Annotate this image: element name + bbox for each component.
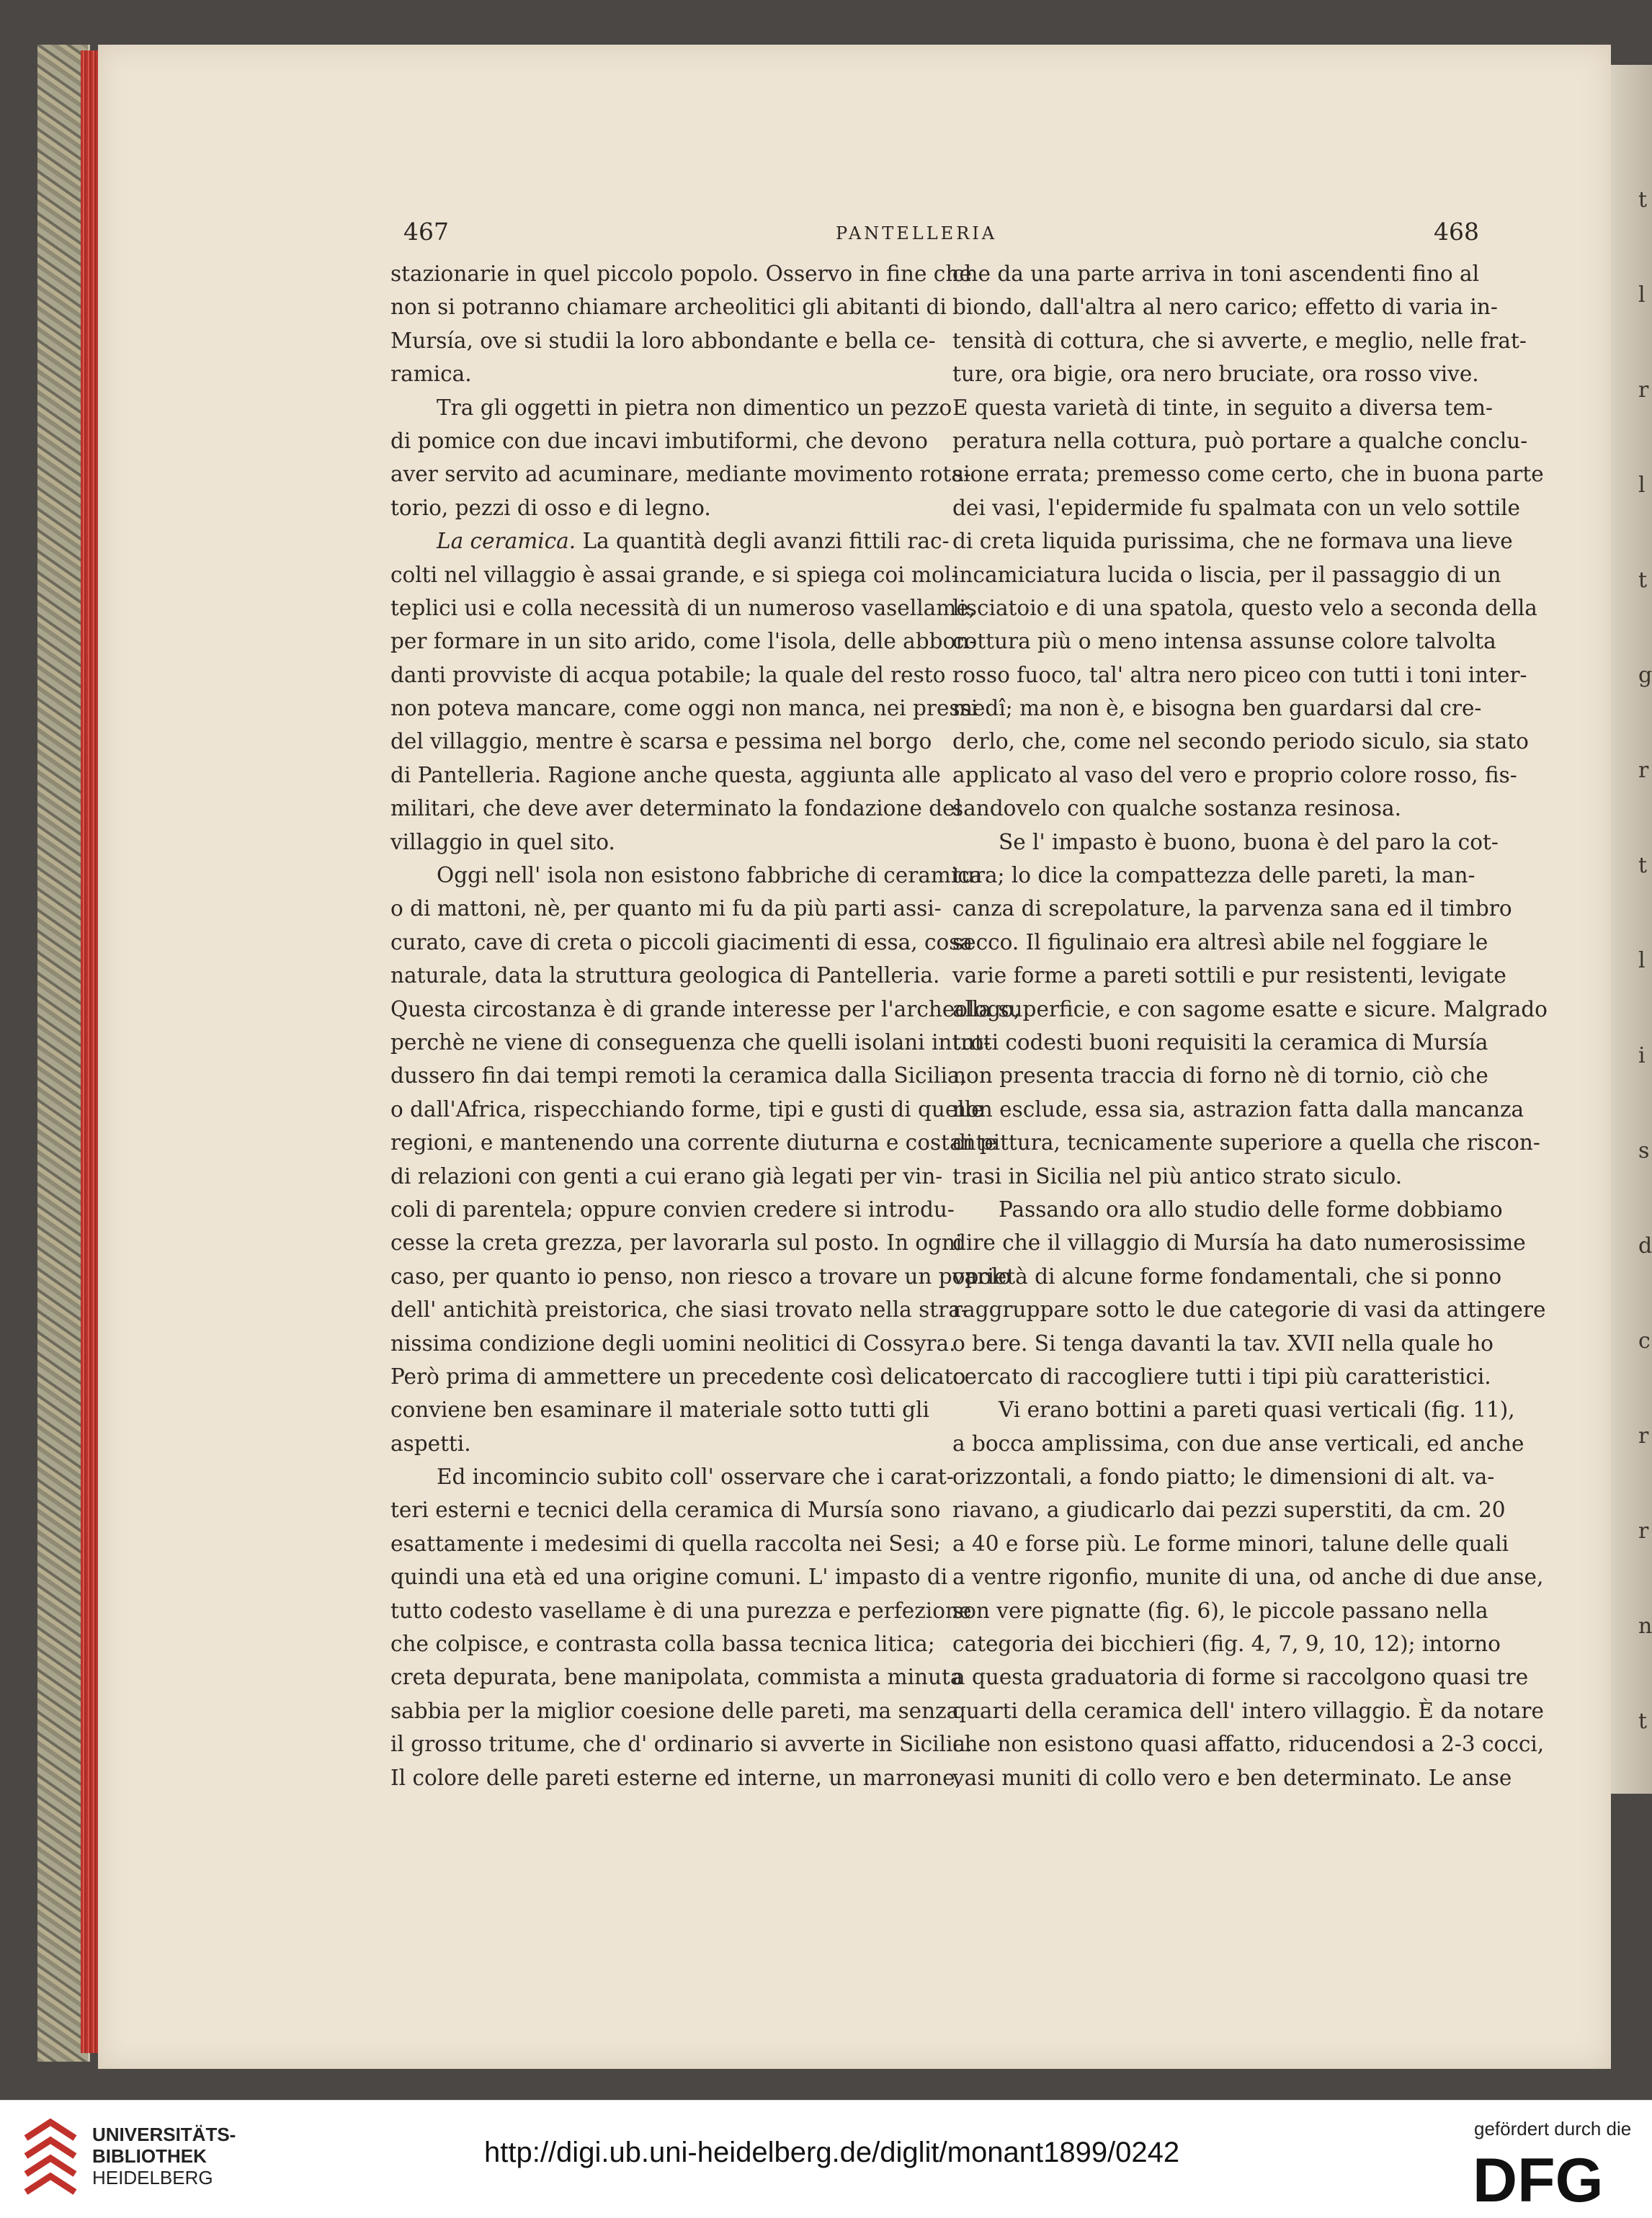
text-line: Tra gli oggetti in pietra non dimentico un pezzo xyxy=(437,395,952,420)
text-line: curato, cave di creta o piccoli giacimenti di essa, cosa xyxy=(390,929,973,954)
text-line: sandovelo con qualche sostanza resinosa. xyxy=(952,796,1401,821)
text-line: dussero fin dai tempi remoti la ceramica dalla Sicilia, xyxy=(390,1063,967,1088)
facing-page-glyph: l xyxy=(1638,948,1646,973)
text-line: aver servito ad acuminare, mediante movimento rota- xyxy=(390,462,971,487)
text-line: o bere. Si tenga davanti la tav. XVII nella quale ho xyxy=(952,1331,1494,1356)
text-column-right xyxy=(952,257,1548,1794)
text-line: regioni, e mantenendo una corrente diuturna e costante xyxy=(390,1130,997,1155)
running-title: PANTELLERIA xyxy=(836,223,998,243)
text-line: stazionarie in quel piccolo popolo. Osservo in fine che xyxy=(390,261,972,286)
text-line: peratura nella cottura, può portare a qualche conclu- xyxy=(952,428,1528,453)
text-line: per formare in un sito arido, come l'isola, delle abbon- xyxy=(390,629,977,654)
text-line: del villaggio, mentre è scarsa e pessima nel borgo xyxy=(390,729,932,754)
text-line: cercato di raccogliere tutti i tipi più caratteristici. xyxy=(952,1364,1491,1389)
text-line: o dall'Africa, rispecchiando forme, tipi e gusti di quelle xyxy=(390,1096,984,1122)
text-line: dire che il villaggio di Mursía ha dato numerosissime xyxy=(952,1230,1526,1256)
text-line: che non esistono quasi affatto, riducendosi a 2-3 cocci, xyxy=(952,1732,1545,1757)
text-line: raggruppare sotto le due categorie di vasi da attingere xyxy=(952,1297,1546,1323)
svg-text:DFG: DFG xyxy=(1473,2146,1604,2215)
text-line: di pittura, tecnicamente superiore a quella che riscon- xyxy=(952,1130,1540,1155)
text-line: Vi erano bottini a pareti quasi verticali (fig. 11), xyxy=(999,1398,1515,1423)
dfg-logo-icon xyxy=(1470,2146,1628,2215)
text-line: naturale, data la struttura geologica di Pantelleria. xyxy=(390,963,940,988)
text-line: categoria dei bicchieri (fig. 4, 7, 9, 10, 12); intorno xyxy=(952,1632,1501,1657)
text-line: teplici usi e colla necessità di un numeroso vasellame, xyxy=(390,595,976,620)
text-line: caso, per quanto io penso, non riesco a trovare un popolo xyxy=(390,1264,1012,1289)
text-line: incamiciatura lucida o liscia, per il passaggio di un xyxy=(952,562,1501,587)
text-line: a ventre rigonfio, munite di una, od anche di due anse, xyxy=(952,1565,1544,1590)
text-line: di creta liquida purissima, che ne formava una lieve xyxy=(952,529,1513,554)
text-line: non poteva mancare, come oggi non manca, nei pressi xyxy=(390,696,978,721)
facing-page-glyph: n xyxy=(1638,1614,1652,1639)
facing-page-glyph: l xyxy=(1638,282,1646,308)
text-line: tutti codesti buoni requisiti la ceramica di Mursía xyxy=(952,1029,1488,1055)
text-line: non si potranno chiamare archeolitici gli abitanti di xyxy=(390,295,947,320)
text-line: Ed incomincio subito coll' osservare che i carat- xyxy=(437,1464,954,1490)
text-line: coli di parentela; oppure convien credere si introdu- xyxy=(390,1197,955,1222)
text-line: canza di screpolature, la parvenza sana ed il timbro xyxy=(952,896,1512,921)
text-line: alla superficie, e con sagome esatte e sicure. Malgrado xyxy=(952,996,1548,1021)
text-line: che colpisce, e contrasta colla bassa tecnica litica; xyxy=(390,1632,935,1657)
facing-page-glyph: r xyxy=(1638,758,1649,783)
facing-page-glyph: t xyxy=(1638,568,1648,593)
text-line: Il colore delle pareti esterne ed interne, un marrone, xyxy=(390,1765,962,1790)
text-line: dell' antichità preistorica, che siasi trovato nella stra- xyxy=(390,1297,968,1323)
page-number-right: 468 xyxy=(1434,218,1479,246)
text-line: conviene ben esaminare il materiale sotto tutti gli xyxy=(390,1398,929,1423)
facing-page-glyph: s xyxy=(1638,1138,1650,1163)
text-line: aspetti. xyxy=(390,1431,471,1456)
facing-page-glyph: t xyxy=(1638,187,1648,213)
text-line: son vere pignatte (fig. 6), le piccole passano nella xyxy=(952,1598,1488,1623)
text-line: creta depurata, bene manipolata, commista a minuta xyxy=(390,1665,963,1690)
funded-by-label: gefördert durch die xyxy=(1474,2118,1632,2139)
text-line: medî; ma non è, e bisogna ben guardarsi dal cre- xyxy=(952,696,1482,721)
text-line: lisciatoio e di una spatola, questo velo a seconda della xyxy=(952,595,1537,620)
text-line: rosso fuoco, tal' altra nero piceo con tutti i toni inter- xyxy=(952,662,1527,687)
text-line: cesse la creta grezza, per lavorarla sul posto. In ogni xyxy=(390,1230,963,1256)
facing-page-glyph: r xyxy=(1638,377,1649,403)
text-line: tensità di cottura, che si avverte, e meglio, nelle frat- xyxy=(952,328,1527,353)
text-line: a 40 e forse più. Le forme minori, talune delle quali xyxy=(952,1531,1509,1556)
text-line: danti provviste di acqua potabile; la quale del resto xyxy=(390,662,946,687)
text-line: Oggi nell' isola non esistono fabbriche di ceramica xyxy=(437,863,983,888)
text-line: E questa varietà di tinte, in seguito a diversa tem- xyxy=(952,395,1493,420)
text-line: villaggio in quel sito. xyxy=(390,829,615,854)
text-line: a bocca amplissima, con due anse verticali, ed anche xyxy=(952,1431,1524,1456)
text-line: esattamente i medesimi di quella raccolta nei Sesi; xyxy=(390,1531,941,1556)
red-page-edges xyxy=(81,50,99,2053)
text-line: nissima condizione degli uomini neolitici di Cossyra. xyxy=(390,1331,956,1356)
text-line: Se l' impasto è buono, buona è del paro la cot- xyxy=(999,829,1499,854)
text-line: il grosso tritume, che d' ordinario si avverte in Sicilia. xyxy=(390,1732,973,1757)
text-line: biondo, dall'altra al nero carico; effetto di varia in- xyxy=(952,295,1498,320)
text-line: varietà di alcune forme fondamentali, che si ponno xyxy=(952,1264,1502,1289)
facing-page-glyph: c xyxy=(1638,1328,1651,1354)
text-line: Questa circostanza è di grande interesse per l'archeologo, xyxy=(390,996,1021,1021)
text-line: vasi muniti di collo vero e ben determinato. Le anse xyxy=(952,1765,1512,1790)
text-line: derlo, che, come nel secondo periodo siculo, sia stato xyxy=(952,729,1529,754)
text-line: cottura più o meno intensa assunse colore talvolta xyxy=(952,629,1496,654)
text-line: ture, ora bigie, ora nero bruciate, ora rosso vive. xyxy=(952,362,1479,387)
text-line: riavano, a giudicarlo dai pezzi superstiti, da cm. 20 xyxy=(952,1498,1506,1523)
text-line: non presenta traccia di forno nè di tornio, ciò che xyxy=(952,1063,1488,1088)
text-line: Mursía, ove si studii la loro abbondante e bella ce- xyxy=(390,328,936,353)
text-line: di relazioni con genti a cui erano già legati per vin- xyxy=(390,1163,943,1189)
permalink-url[interactable]: http://digi.ub.uni-heidelberg.de/diglit/monant1899/0242 xyxy=(484,2137,1180,2168)
text-line: o di mattoni, nè, per quanto mi fu da più parti assi- xyxy=(390,896,942,921)
facing-page-glyph: g xyxy=(1638,663,1652,688)
facing-page-glyph: r xyxy=(1638,1519,1649,1544)
university-library-logo-icon xyxy=(20,2116,81,2203)
text-line: sabbia per la miglior coesione delle pareti, ma senza xyxy=(390,1698,960,1723)
viewer-footer xyxy=(0,2100,1652,2218)
text-line: di pomice con due incavi imbutiformi, che devono xyxy=(390,428,928,453)
text-line: non esclude, essa sia, astrazion fatta dalla mancanza xyxy=(952,1096,1524,1122)
facing-page-glyph: t xyxy=(1638,853,1648,878)
text-line: tura; lo dice la compattezza delle pareti, la man- xyxy=(952,863,1475,888)
text-line: militari, che deve aver determinato la fondazione del xyxy=(390,796,963,821)
text-line: tutto codesto vasellame è di una purezza e perfezione xyxy=(390,1598,972,1623)
facing-page-glyph: i xyxy=(1638,1043,1646,1068)
library-name: UNIVERSITÄTS- BIBLIOTHEK HEIDELBERG xyxy=(92,2124,236,2188)
facing-page-glyph: d xyxy=(1638,1233,1652,1258)
text-line: perchè ne viene di conseguenza che quelli isolani intro- xyxy=(390,1029,991,1055)
text-line: orizzontali, a fondo piatto; le dimensioni di alt. va- xyxy=(952,1464,1495,1490)
text-line: a questa graduatoria di forme si raccolgono quasi tre xyxy=(952,1665,1529,1690)
text-line: secco. Il figulinaio era altresì abile nel foggiare le xyxy=(952,929,1488,954)
text-line: applicato al vaso del vero e proprio colore rosso, fis- xyxy=(952,762,1517,787)
facing-page-glyph: l xyxy=(1638,473,1646,498)
text-line: Però prima di ammettere un precedente così delicato xyxy=(390,1364,966,1389)
facing-page-glyph: r xyxy=(1638,1423,1649,1449)
text-line: dei vasi, l'epidermide fu spalmata con un velo sottile xyxy=(952,495,1521,520)
text-line: quarti della ceramica dell' intero villaggio. È da notare xyxy=(952,1698,1544,1723)
facing-page-edge xyxy=(1611,65,1652,1794)
text-line: varie forme a pareti sottili e pur resistenti, levigate xyxy=(952,963,1506,988)
text-line: colti nel villaggio è assai grande, e si spiega coi mol- xyxy=(390,562,959,587)
text-line: sione errata; premesso come certo, che in buona parte xyxy=(952,462,1544,487)
facing-page-glyph: t xyxy=(1638,1709,1648,1734)
text-line: ramica. xyxy=(390,362,472,387)
text-line: La ceramica. La quantità degli avanzi fittili rac- xyxy=(437,529,950,554)
text-column-left xyxy=(390,257,1021,1794)
text-line: quindi una età ed una origine comuni. L' impasto di xyxy=(390,1565,948,1590)
text-line: torio, pezzi di osso e di legno. xyxy=(390,495,711,520)
page-number-left: 467 xyxy=(403,218,449,246)
text-line: Passando ora allo studio delle forme dobbiamo xyxy=(999,1197,1503,1222)
text-line: che da una parte arriva in toni ascendenti fino al xyxy=(952,261,1480,286)
text-line: di Pantelleria. Ragione anche questa, aggiunta alle xyxy=(390,762,941,787)
text-line: teri esterni e tecnici della ceramica di Mursía sono xyxy=(390,1498,941,1523)
text-line: trasi in Sicilia nel più antico strato siculo. xyxy=(952,1163,1403,1189)
